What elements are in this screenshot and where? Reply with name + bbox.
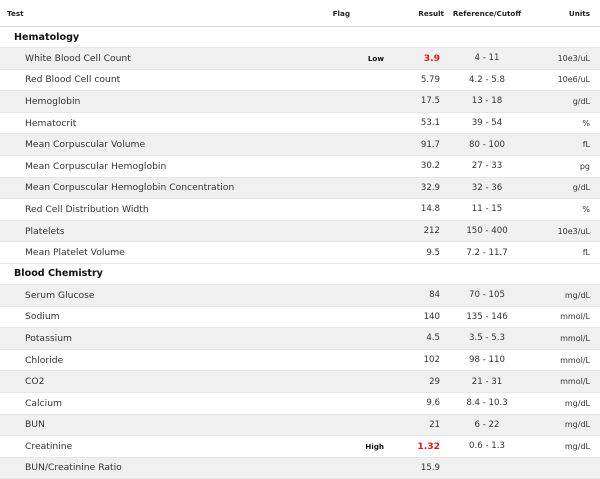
test-name-cell: Hemoglobin xyxy=(0,91,310,113)
flag-cell xyxy=(310,284,398,306)
table-header xyxy=(0,0,600,27)
units-cell: fL xyxy=(528,242,600,264)
result-cell: 4.5 xyxy=(398,328,446,350)
table-row[interactable] xyxy=(0,436,600,458)
table-body xyxy=(0,27,600,479)
test-name-cell: Mean Corpuscular Hemoglobin xyxy=(0,155,310,177)
reference-cell: 32 - 36 xyxy=(446,177,528,199)
flag-cell: Low xyxy=(310,48,398,70)
units-cell: 10e6/uL xyxy=(528,69,600,91)
test-name-cell: Mean Platelet Volume xyxy=(0,242,310,264)
section-title: Blood Chemistry xyxy=(0,263,600,284)
test-name-cell: Hematocrit xyxy=(0,112,310,134)
section-title: Hematology xyxy=(0,27,600,48)
table-row[interactable] xyxy=(0,392,600,414)
reference-cell: 11 - 15 xyxy=(446,199,528,221)
units-cell: g/dL xyxy=(528,177,600,199)
test-name-cell: Red Cell Distribution Width xyxy=(0,199,310,221)
units-cell: 10e3/uL xyxy=(528,48,600,70)
table-row[interactable] xyxy=(0,91,600,113)
test-name-cell: Platelets xyxy=(0,220,310,242)
test-name-cell: Red Blood Cell count xyxy=(0,69,310,91)
header-units[interactable]: Units xyxy=(528,0,600,27)
units-cell: % xyxy=(528,112,600,134)
result-cell: 53.1 xyxy=(398,112,446,134)
units-cell: fL xyxy=(528,134,600,156)
reference-cell: 0.6 - 1.3 xyxy=(446,436,528,458)
result-cell: 9.6 xyxy=(398,392,446,414)
flag-cell xyxy=(310,414,398,436)
reference-cell: 135 - 146 xyxy=(446,306,528,328)
test-name-cell: Sodium xyxy=(0,306,310,328)
table-row[interactable] xyxy=(0,199,600,221)
result-cell: 5.79 xyxy=(398,69,446,91)
flag-cell xyxy=(310,155,398,177)
result-cell: 14.8 xyxy=(398,199,446,221)
table-row[interactable] xyxy=(0,155,600,177)
table-row[interactable] xyxy=(0,242,600,264)
result-cell: 32.9 xyxy=(398,177,446,199)
result-cell: 21 xyxy=(398,414,446,436)
result-cell: 9.5 xyxy=(398,242,446,264)
result-cell: 91.7 xyxy=(398,134,446,156)
test-name-cell: BUN/Creatinine Ratio xyxy=(0,457,310,479)
flag-cell xyxy=(310,112,398,134)
flag-cell xyxy=(310,91,398,113)
test-name-cell: Chloride xyxy=(0,349,310,371)
test-name-cell: Potassium xyxy=(0,328,310,350)
result-cell: 17.5 xyxy=(398,91,446,113)
units-cell: % xyxy=(528,199,600,221)
table-row[interactable] xyxy=(0,414,600,436)
section-header xyxy=(0,263,600,284)
units-cell: mmol/L xyxy=(528,349,600,371)
reference-cell: 98 - 110 xyxy=(446,349,528,371)
section-header xyxy=(0,27,600,48)
test-name-cell: Creatinine xyxy=(0,436,310,458)
table-row[interactable] xyxy=(0,306,600,328)
flag-cell xyxy=(310,328,398,350)
result-cell: 1.32 xyxy=(398,436,446,458)
flag-cell xyxy=(310,457,398,479)
result-cell: 84 xyxy=(398,284,446,306)
result-cell: 212 xyxy=(398,220,446,242)
reference-cell xyxy=(446,457,528,479)
table-row[interactable] xyxy=(0,48,600,70)
table-row[interactable] xyxy=(0,134,600,156)
reference-cell: 13 - 18 xyxy=(446,91,528,113)
units-cell: pg xyxy=(528,155,600,177)
header-flag[interactable]: Flag xyxy=(310,0,398,27)
units-cell: mmol/L xyxy=(528,328,600,350)
units-cell: mg/dL xyxy=(528,436,600,458)
table-row[interactable] xyxy=(0,284,600,306)
reference-cell: 80 - 100 xyxy=(446,134,528,156)
flag-cell xyxy=(310,134,398,156)
flag-cell xyxy=(310,69,398,91)
test-name-cell: Calcium xyxy=(0,392,310,414)
units-cell: mg/dL xyxy=(528,392,600,414)
units-cell: g/dL xyxy=(528,91,600,113)
header-test[interactable]: Test xyxy=(0,0,310,27)
header-reference[interactable]: Reference/Cutoff xyxy=(446,0,528,27)
flag-cell xyxy=(310,199,398,221)
test-name-cell: Serum Glucose xyxy=(0,284,310,306)
reference-cell: 4.2 - 5.8 xyxy=(446,69,528,91)
reference-cell: 7.2 - 11.7 xyxy=(446,242,528,264)
table-row[interactable] xyxy=(0,328,600,350)
result-cell: 102 xyxy=(398,349,446,371)
reference-cell: 70 - 105 xyxy=(446,284,528,306)
flag-cell xyxy=(310,220,398,242)
table-row[interactable] xyxy=(0,371,600,393)
reference-cell: 39 - 54 xyxy=(446,112,528,134)
table-row[interactable] xyxy=(0,349,600,371)
test-name-cell: White Blood Cell Count xyxy=(0,48,310,70)
test-name-cell: Mean Corpuscular Hemoglobin Concentration xyxy=(0,177,310,199)
reference-cell: 6 - 22 xyxy=(446,414,528,436)
units-cell: mmol/L xyxy=(528,371,600,393)
reference-cell: 4 - 11 xyxy=(446,48,528,70)
units-cell: 10e3/uL xyxy=(528,220,600,242)
flag-cell xyxy=(310,349,398,371)
test-name-cell: BUN xyxy=(0,414,310,436)
flag-cell xyxy=(310,177,398,199)
reference-cell: 3.5 - 5.3 xyxy=(446,328,528,350)
table-row[interactable] xyxy=(0,69,600,91)
test-name-cell: CO2 xyxy=(0,371,310,393)
table-row[interactable] xyxy=(0,112,600,134)
flag-cell: High xyxy=(310,436,398,458)
units-cell: mmol/L xyxy=(528,306,600,328)
result-cell: 3.9 xyxy=(398,48,446,70)
units-cell: mg/dL xyxy=(528,414,600,436)
result-cell: 29 xyxy=(398,371,446,393)
flag-cell xyxy=(310,392,398,414)
table-row[interactable] xyxy=(0,177,600,199)
result-cell: 30.2 xyxy=(398,155,446,177)
header-result[interactable]: Result xyxy=(398,0,446,27)
units-cell: mg/dL xyxy=(528,284,600,306)
flag-cell xyxy=(310,242,398,264)
table-row[interactable] xyxy=(0,220,600,242)
flag-cell xyxy=(310,371,398,393)
flag-cell xyxy=(310,306,398,328)
reference-cell: 21 - 31 xyxy=(446,371,528,393)
units-cell xyxy=(528,457,600,479)
reference-cell: 150 - 400 xyxy=(446,220,528,242)
test-name-cell: Mean Corpuscular Volume xyxy=(0,134,310,156)
reference-cell: 27 - 33 xyxy=(446,155,528,177)
table-row[interactable] xyxy=(0,457,600,479)
reference-cell: 8.4 - 10.3 xyxy=(446,392,528,414)
result-cell: 15.9 xyxy=(398,457,446,479)
result-cell: 140 xyxy=(398,306,446,328)
